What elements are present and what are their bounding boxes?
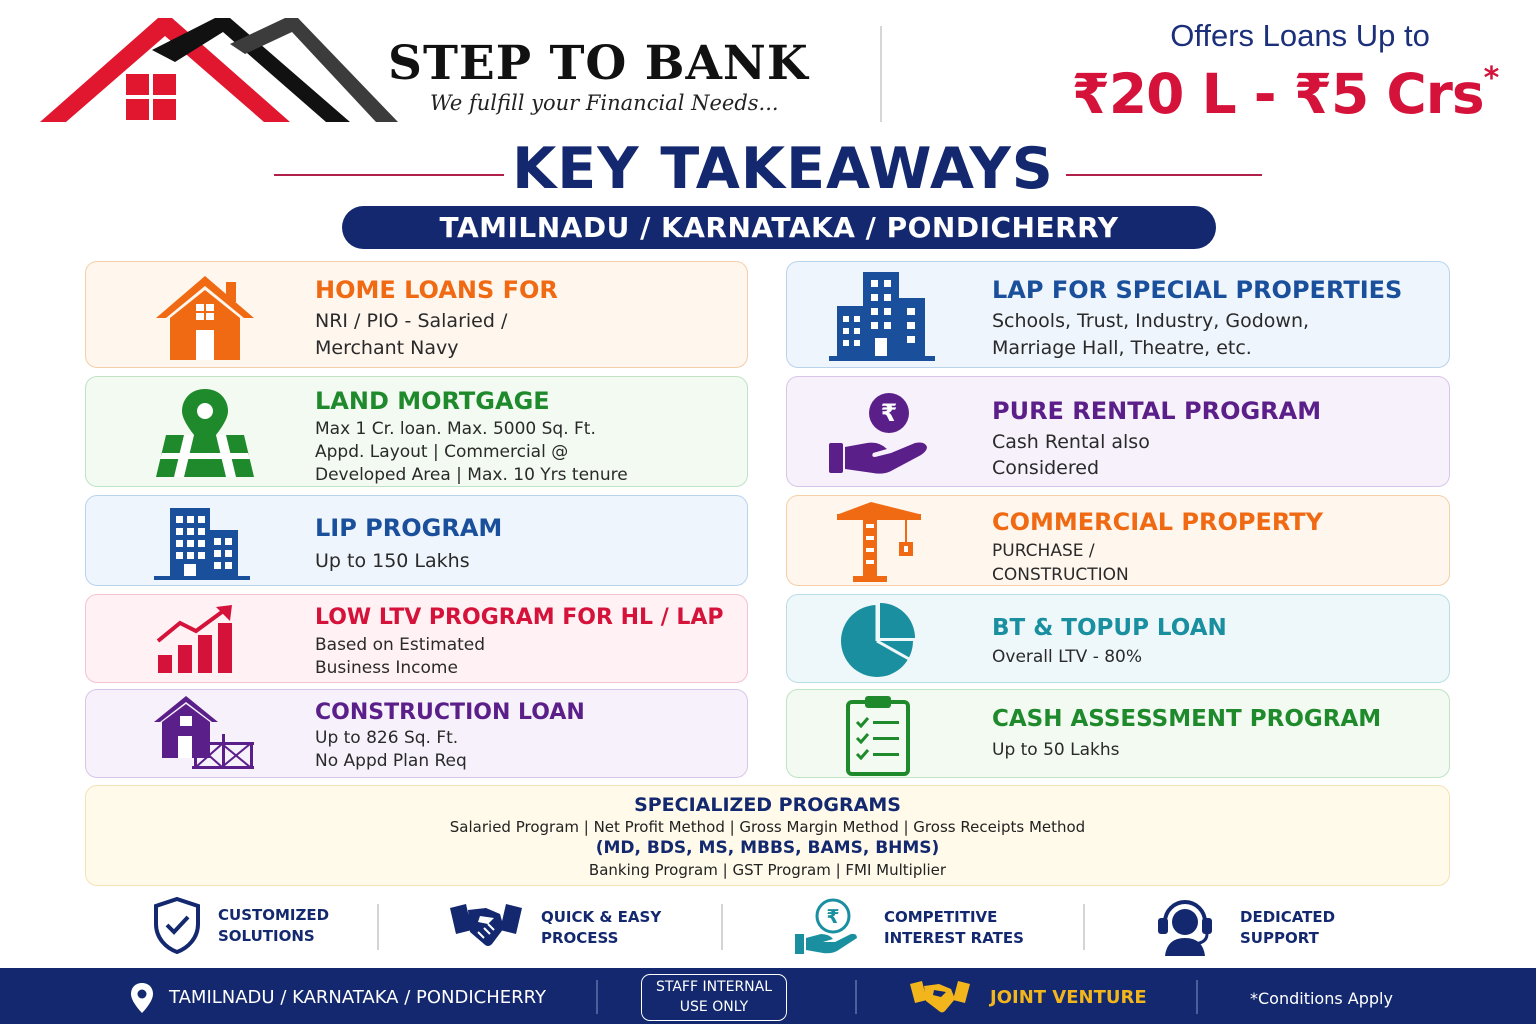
feature-competitive-rates [793,896,1033,960]
feature-divider [1083,904,1085,950]
pie-chart-icon [837,601,917,681]
svg-text:₹: ₹ [826,906,840,928]
card-lip-program [85,495,748,586]
shield-check-icon [152,896,202,954]
card-land-mortgage [85,376,748,487]
card-text: Up to 50 Lakhs [992,740,1120,760]
feature-customized [152,896,372,960]
house-construction-icon [152,694,256,770]
house-icon [154,274,256,362]
specialized-other: Banking Program | GST Program | FMI Multiplier [588,861,947,879]
footer-divider [855,980,857,1014]
feature-line: SOLUTIONS [218,927,315,945]
card-title: LOW LTV PROGRAM FOR HL / LAP [315,605,724,630]
specialized-degrees: (MD, BDS, MS, MBBS, BAMS, BHMS) [595,838,940,858]
feature-line: DEDICATED [1240,908,1336,926]
crane-icon [835,500,923,584]
joint-venture-label: JOINT VENTURE [990,987,1147,1008]
conditions-apply: *Conditions Apply [1250,989,1393,1008]
card-text: Schools, Trust, Industry, Godown, [992,310,1310,332]
card-low-ltv [85,594,748,683]
card-text: Overall LTV - 80% [992,647,1143,667]
card-cash-assessment [786,689,1450,778]
card-text: No Appd Plan Req [315,751,467,771]
card-title: COMMERCIAL PROPERTY [992,508,1324,536]
office-building-icon [154,506,250,580]
staff-internal-badge [641,974,787,1021]
feature-line: PROCESS [541,929,619,947]
feature-divider [721,904,723,950]
staff-line: USE ONLY [679,999,749,1015]
card-text: NRI / PIO - Salaried / [315,310,508,332]
card-text: Marriage Hall, Theatre, etc. [992,337,1252,359]
feature-line: SUPPORT [1240,929,1319,947]
specialized-programs [85,785,1450,886]
offer-amount [1065,62,1505,126]
card-text: Up to 826 Sq. Ft. [315,728,459,748]
card-text: Max 1 Cr. loan. Max. 5000 Sq. Ft. [315,419,596,439]
card-text: Cash Rental also [992,431,1150,453]
footer-divider [596,980,598,1014]
card-title: LIP PROGRAM [315,514,503,542]
brand-tagline: We fulfill your Financial Needs... [430,91,779,115]
card-title: HOME LOANS FOR [315,276,558,304]
feature-dedicated-support [1155,896,1375,960]
rupee-hand-icon [827,391,931,475]
checklist-icon [845,694,911,776]
card-text: Up to 150 Lakhs [315,550,470,572]
offer-amount-value: ₹20 L - ₹5 Crs [1071,62,1484,126]
region-banner: TAMILNADU / KARNATAKA / PONDICHERRY [342,206,1216,249]
feature-quick-process [448,896,688,960]
specialized-title: SPECIALIZED PROGRAMS [634,794,901,816]
card-bt-topup [786,594,1450,683]
card-construction-loan [85,689,748,778]
city-buildings-icon [827,270,937,362]
feature-line: INTEREST RATES [884,929,1024,947]
map-pin-icon [154,387,256,479]
card-text: Merchant Navy [315,337,459,359]
rupee-hand-icon [793,896,859,956]
card-title: LAND MORTGAGE [315,387,550,415]
card-text: Considered [992,457,1100,479]
feature-line: CUSTOMIZED [218,906,330,924]
card-title: PURE RENTAL PROGRAM [992,397,1322,425]
footer-divider [1196,980,1198,1014]
svg-text:₹: ₹ [880,399,898,427]
card-title: CASH ASSESSMENT PROGRAM [992,706,1382,732]
card-home-loans [85,261,748,368]
card-text: Developed Area | Max. 10 Yrs tenure [315,465,628,485]
card-pure-rental [786,376,1450,487]
feature-line: QUICK & EASY [541,908,662,926]
footer-bar [0,968,1536,1024]
specialized-methods: Salaried Program | Net Profit Method | Gross Margin Method | Gross Receipts Method [449,818,1086,836]
card-lap-special [786,261,1450,368]
footer-region: TAMILNADU / KARNATAKA / PONDICHERRY [169,987,546,1008]
feature-line: COMPETITIVE [884,908,998,926]
staff-line: STAFF INTERNAL [655,979,773,995]
location-pin-icon [130,982,154,1014]
offer-label: Offers Loans Up to [1170,18,1430,53]
growth-chart-icon [154,605,238,675]
header-divider [880,26,882,122]
card-text: Based on Estimated [315,635,486,655]
headset-icon [1155,898,1215,956]
card-commercial-property [786,495,1450,586]
offer-asterisk: * [1483,60,1499,96]
card-title: LAP FOR SPECIAL PROPERTIES [992,276,1403,304]
logo-roof-icon [40,14,400,126]
brand-name: STEP TO BANK [388,36,809,91]
card-text: PURCHASE / [992,541,1095,561]
card-title: CONSTRUCTION LOAN [315,700,585,725]
card-title: BT & TOPUP LOAN [992,615,1227,641]
feature-divider [377,904,379,950]
page-title: KEY TAKEAWAYS [512,136,1054,202]
card-text: Appd. Layout | Commercial @ [315,442,569,462]
card-text: Business Income [315,658,458,678]
handshake-icon [448,902,524,950]
handshake-icon [908,980,972,1014]
card-text: CONSTRUCTION [992,565,1129,585]
